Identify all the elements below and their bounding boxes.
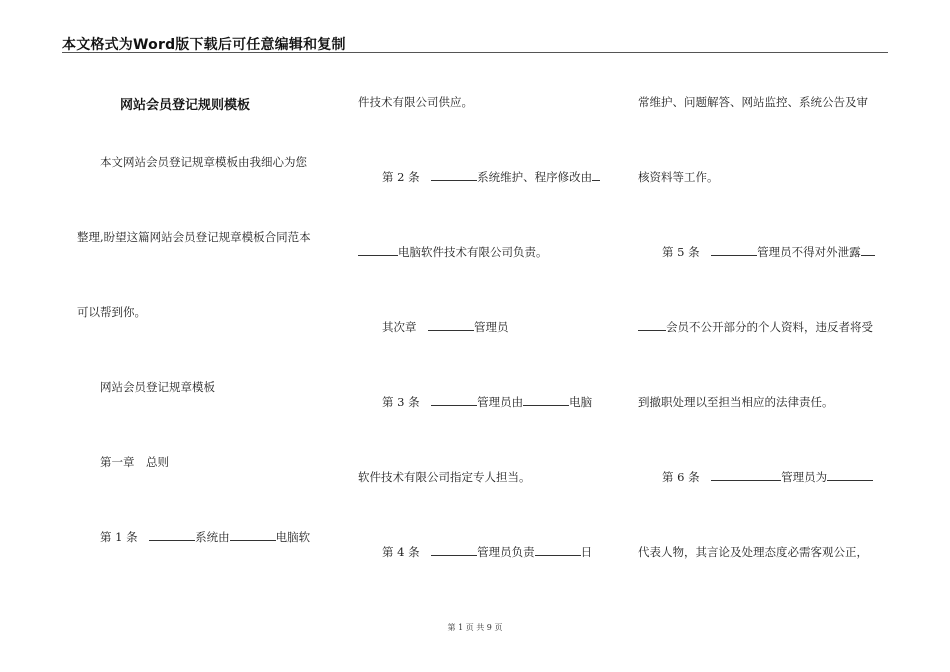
article-3-label: 第 3 条	[382, 395, 432, 409]
article-3	[382, 394, 592, 410]
blank-line	[230, 529, 276, 541]
article-2	[382, 169, 600, 185]
article-2-continued	[358, 244, 548, 260]
blank-line	[428, 319, 474, 331]
chapter-2-heading	[382, 319, 509, 335]
blank-line	[711, 244, 757, 256]
page-number: 第 1 页 共 9 页	[447, 623, 503, 632]
article-2-text: 系统维护、程序修改由	[477, 170, 593, 184]
article-3-continued: 软件技术有限公司指定专人担当。	[358, 470, 531, 484]
article-2-continued-text: 电脑软件技术有限公司负责。	[398, 245, 548, 259]
blank-line	[638, 319, 666, 331]
article-3-text-a: 管理员由	[477, 395, 524, 409]
article-1-text-a: 系统由	[195, 530, 230, 544]
article-1	[100, 529, 310, 545]
article-6-continued: 代表人物，其言论及处理态度必需客观公正，	[638, 545, 868, 559]
header-divider	[62, 52, 888, 53]
blank-line	[711, 469, 781, 481]
article-4-text-a: 管理员负责	[477, 545, 535, 559]
blank-line	[592, 169, 600, 181]
article-3-text-b: 电脑	[569, 395, 593, 409]
article-6	[662, 469, 873, 485]
chapter-2-label: 其次章	[382, 320, 428, 334]
article-1-label: 第 1 条	[100, 530, 150, 544]
article-4-continued: 常维护、问题解答、网站监控、系统公告及审	[638, 95, 868, 109]
article-6-label: 第 6 条	[662, 470, 712, 484]
blank-line	[149, 529, 195, 541]
article-4-label: 第 4 条	[382, 545, 432, 559]
blank-line	[431, 394, 477, 406]
document-header: 本文格式为Word版下载后可任意编辑和复制	[62, 37, 346, 53]
article-5	[662, 244, 875, 260]
article-5-text: 管理员不得对外泄露	[757, 245, 861, 259]
article-5-continued-text: 会员不公开部分的个人资料，违反者将受	[666, 320, 873, 334]
blank-line	[535, 544, 581, 556]
blank-line	[861, 244, 875, 256]
blank-line	[358, 244, 398, 256]
blank-line	[431, 544, 477, 556]
paragraph-intro-1: 本文网站会员登记规章模板由我细心为您	[100, 155, 307, 169]
article-5-continued-2: 到撤职处理以至担当相应的法律责任。	[638, 395, 834, 409]
paragraph-intro-3: 可以帮到你。	[77, 305, 146, 319]
article-1-text-b: 电脑软	[275, 530, 311, 544]
document-title: 网站会员登记规则模板	[120, 98, 251, 113]
article-1-continued: 件技术有限公司供应。	[358, 95, 473, 109]
blank-line	[431, 169, 477, 181]
article-5-label: 第 5 条	[662, 245, 712, 259]
blank-line	[827, 469, 873, 481]
article-6-text: 管理员为	[781, 470, 828, 484]
blank-line	[523, 394, 569, 406]
section-heading: 网站会员登记规章模板	[100, 380, 215, 394]
article-5-continued	[638, 319, 873, 335]
chapter-1-heading: 第一章 总则	[100, 455, 169, 469]
chapter-2-text: 管理员	[474, 320, 509, 334]
article-2-label: 第 2 条	[382, 170, 432, 184]
article-4-continued-2: 核资料等工作。	[638, 170, 719, 184]
paragraph-intro-2: 整理,盼望这篇网站会员登记规章模板合同范本	[77, 230, 311, 244]
article-4	[382, 544, 592, 560]
article-4-text-b: 日	[580, 545, 593, 559]
